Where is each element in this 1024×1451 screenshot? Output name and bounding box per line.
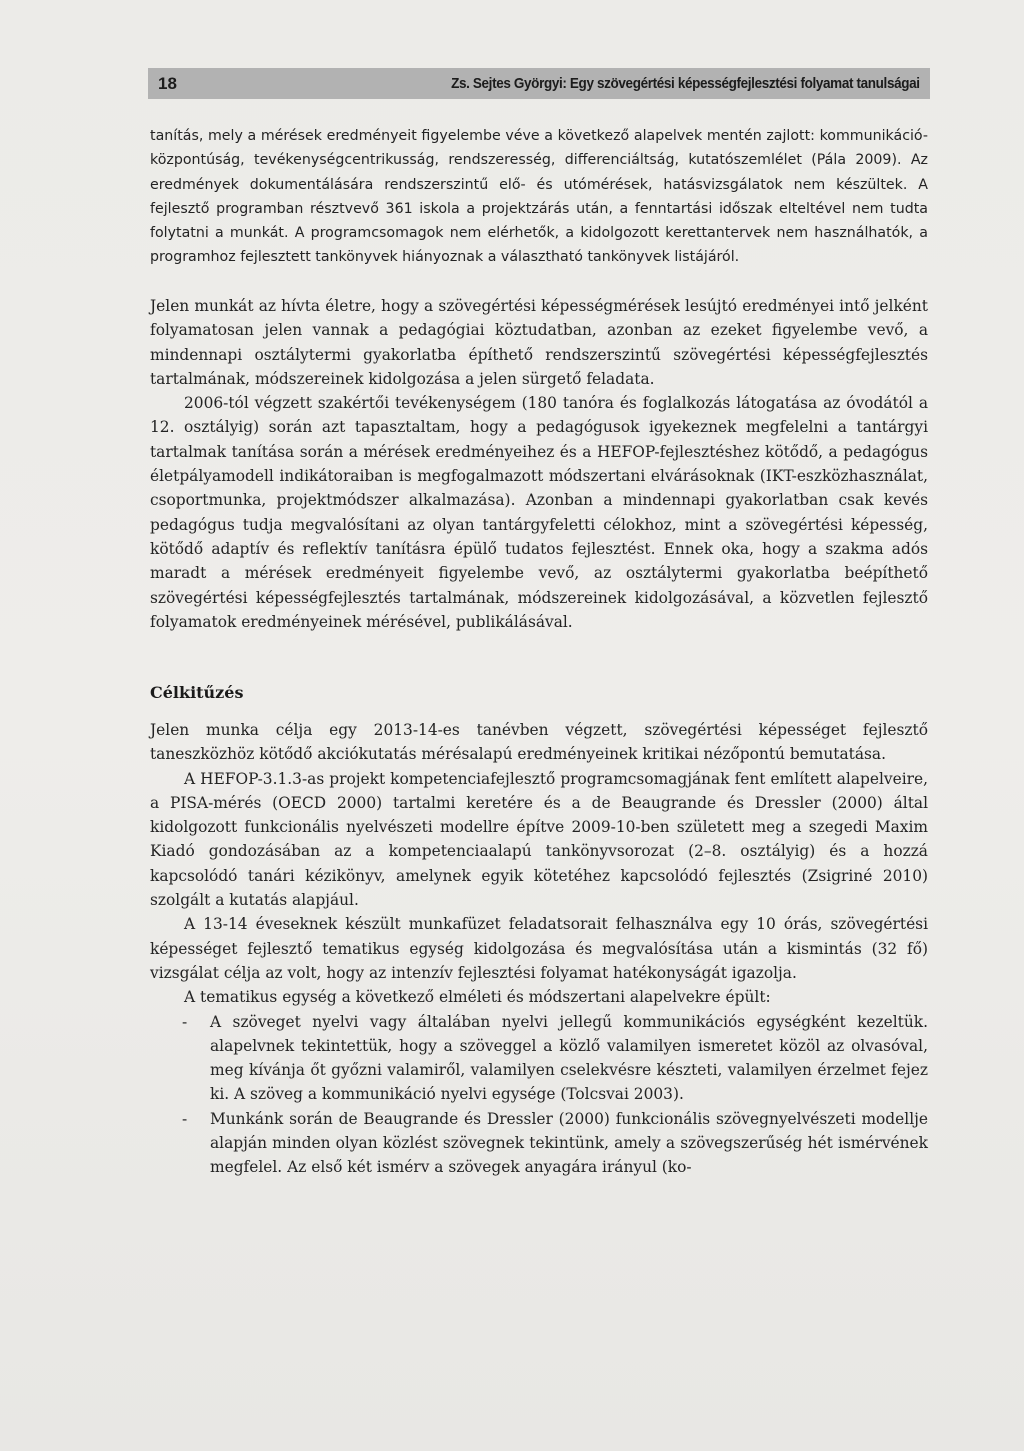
paragraph: Jelen munkát az hívta életre, hogy a szövegértési képességmérések lesújtó eredményei intő jelként folyamatosan jelen vannak a pedagógiai köztudatban, azonban az ezeket figyelembe vevő, a mindennapi osztálytermi gyakorlatba építhető rendszerszintű szövegértési képességfejlesztés tartalmának, módszereinek kidolgozása a jelen sürgető feladata. (150, 297, 928, 388)
intro-paragraph: tanítás, mely a mérések eredményeit figyelembe véve a következő alapelvek mentén zajlott: kommunikáció-központúság, tevékenységcentrikusság, rendszeresség, differenciáltság, kutatószemlélet (Pála 2009). Az eredmények dokumentálására rendszerszintű elő- és utómérések, hatásvizsgálatok nem készültek. A fejlesztő programban résztvevő 361 iskola a projektzárás után, a fenntartási időszak elteltével nem tudta folytatni a munkát. A programcsomagok nem elérhetők, a kidolgozott kerettantervek nem használhatók, a programhoz fejlesztett tankönyvek hiányoznak a választható tankönyvek listájáról. (150, 128, 928, 266)
page-header (148, 68, 930, 99)
paragraph: A 13-14 éveseknek készült munkafüzet feladatsorait felhasználva egy 10 órás, szövegértési képességet fejlesztő tematikus egység kidolgozása és megvalósítása után a kismintás (32 fő) vizsgálat célja az volt, hogy az intenzív fejlesztési folyamat hatékonyságát igazolja. (150, 915, 928, 982)
paragraph: A tematikus egység a következő elméleti és módszertani alapelvekre épült: (184, 988, 771, 1007)
intro-text-block (150, 124, 928, 270)
list-marker: - (182, 1109, 188, 1128)
body-text-block-b (150, 718, 928, 1180)
list-item (150, 1107, 928, 1180)
paragraph: 2006-tól végzett szakértői tevékenységem (180 tanóra és foglalkozás látogatása az óvodától a 12. osztályig) során azt tapasztaltam, hogy a pedagógusok igyekeznek megfelelni a tantárgyi tartalmak tanítása során a mérések eredményeihez és a HEFOP-fejlesztéshez kötődő, a pedagógus életpályamodell indikátoraiban is megfogalmazott módszertani elvárásoknak (IKT-eszközhasználat, csoportmunka, projektmódszer alkalmazása). Azonban a mindennapi gyakorlatban csak kevés pedagógus tudja megvalósítani az olyan tantárgyfeletti célokhoz, mint a szövegértési képesség, kötődő adaptív és reflektív tanításra épülő tudatos fejlesztést. Ennek oka, hogy a szakma adós maradt a mérések eredményeit figyelembe vevő, az osztálytermi gyakorlatba beépíthető szövegértési képességfejlesztés tartalmának, módszereinek kidolgozásával, a közvetlen fejlesztő folyamatok eredményeinek mérésével, publikálásával. (150, 394, 928, 631)
section-heading: Célkitűzés (150, 683, 244, 702)
list-item-text: A szöveget nyelvi vagy általában nyelvi jellegű kommunikációs egységként kezeltük. alapelvnek tekintettük, hogy a szöveggel a közlő valamilyen ismeretet közöl az olvasóval, meg kívánja őt győzni valamiről, valamilyen cselekvésre készteti, valamilyen érzelmet fejez ki. A szöveg a kommunikáció nyelvi egysége (Tolcsvai 2003). (210, 1012, 928, 1104)
paragraph: A HEFOP-3.1.3-as projekt kompetenciafejlesztő programcsomagjának fent említett alapelveire, a PISA-mérés (OECD 2000) tartalmi keretére és a de Beaugrande és Dressler (2000) által kidolgozott funkcionális nyelvészeti modellre építve 2009-10-ben született meg a szegedi Maxim Kiadó gondozásában az a kompetenciaalapú tankönyvsorozat (2–8. osztályig) és a hozzá kapcsolódó tanári kézikönyv, amelynek egyik kötetéhez kapcsolódó fejlesztés (Zsigriné 2010) szolgált a kutatás alapjául. (150, 769, 928, 910)
page-number: 18 (158, 73, 177, 93)
running-head: Zs. Sejtes Györgyi: Egy szövegértési képességfejlesztési folyamat tanulságai (451, 75, 920, 92)
paragraph: Jelen munka célja egy 2013-14-es tanévben végzett, szövegértési képességet fejlesztő taneszközhöz kötődő akciókutatás mérésalapú eredményeinek kritikai nézőpontú bemutatása. (150, 721, 928, 764)
list-marker: - (182, 1012, 188, 1031)
list-item-text: Munkánk során de Beaugrande és Dressler (2000) funkcionális szövegnyelvészeti modellje alapján minden olyan közlést szövegnek tekintünk, amely a szövegszerűség hét ismérvének megfelel. Az első két ismérv a szövegek anyagára irányul (ko- (210, 1109, 928, 1177)
body-text-block-a (150, 294, 928, 634)
list-item (150, 1010, 928, 1107)
principles-list (150, 1010, 928, 1180)
